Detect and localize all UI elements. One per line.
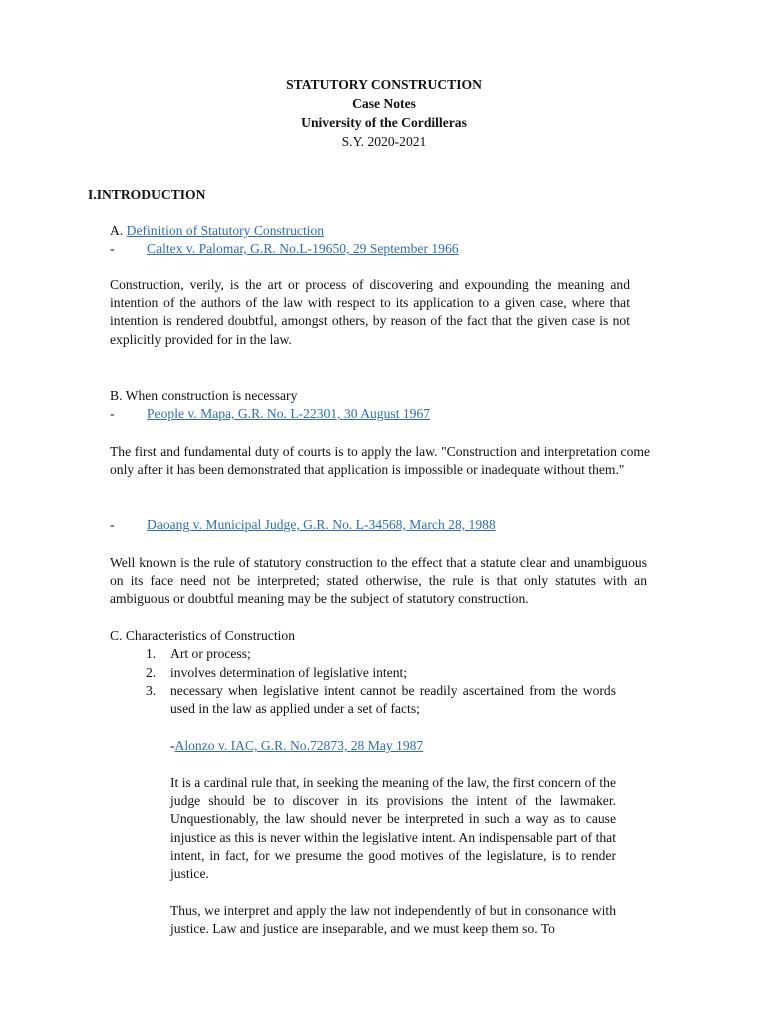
dash-bullet: - [110,241,115,256]
case-prefix: - [170,738,175,753]
case-link-daoang[interactable]: Daoang v. Municipal Judge, G.R. No. L-34568, March 28, 1988 [147,517,496,532]
paragraph-law-and-justice: Thus, we interpret and apply the law not independently of but in consonance with justice. Law and justice are inseparable, and we must keep them so. To [170,903,616,937]
list-item-number: 2. [146,665,157,680]
paragraph-construction-definition: Construction, verily, is the art or process of discovering and expounding the meaning and intention of the authors of the law with respect to its application to a given case, where that intention is rendered doubtful, amongst others, by reason of the fact that the given case is not explicitly provided for in the law. [110,277,630,347]
list-item [146,645,616,663]
case-line-caltex [110,240,630,258]
document-title: STATUTORY CONSTRUCTION [286,77,482,92]
case-line-alonzo [170,737,423,755]
dash-bullet: - [110,406,115,421]
definition-link[interactable]: Definition of Statutory Construction [126,223,325,238]
document-header [0,75,768,151]
list-item [146,664,616,682]
list-item-text: involves determination of legislative intent; [170,665,408,680]
list-item-text: necessary when legislative intent cannot be readily ascertained from the words used in the law as applied under a set of facts; [170,683,616,717]
subsection-c-heading: C. Characteristics of Construction [110,628,295,643]
case-link-mapa[interactable]: People v. Mapa, G.R. No. L-22301, 30 August 1967 [147,406,431,421]
section-heading-introduction: I.INTRODUCTION [88,187,206,202]
subsection-b-heading: B. When construction is necessary [110,388,298,403]
case-link-caltex[interactable]: Caltex v. Palomar, G.R. No.L-19650, 29 September 1966 [147,241,459,256]
case-line-mapa [110,405,630,423]
subsection-a-label: A. [110,223,127,238]
school-year: S.Y. 2020-2021 [341,134,427,149]
school-name: University of the Cordilleras [301,115,467,130]
list-item-text: Art or process; [170,646,251,661]
list-item-number: 1. [146,646,157,661]
paragraph-duty-of-courts: The first and fundamental duty of courts is to apply the law. "Construction and interpretation come only after it has been demonstrated that application is impossible or inadequate without them." [110,444,650,478]
case-link-alonzo[interactable]: Alonzo v. IAC, G.R. No.72873, 28 May 1987 [174,738,424,753]
subsection-a-heading [110,222,324,240]
document-subtitle: Case Notes [352,96,416,111]
paragraph-rule-of-construction: Well known is the rule of statutory construction to the effect that a statute clear and unambiguous on its face need not be interpreted; stated otherwise, the rule is that only statutes with an ambiguous or doubtful meaning may be the subject of statutory construction. [110,555,647,607]
list-item [146,682,616,718]
dash-bullet: - [110,517,115,532]
list-item-number: 3. [146,683,157,698]
case-line-daoang [110,516,630,534]
paragraph-cardinal-rule: It is a cardinal rule that, in seeking the meaning of the law, the first concern of the judge should be to discover in its provisions the intent of the lawmaker. Unquestionably, the law should never be interpreted in such a way as to cause injustice as this is never within the legislative intent. An indispensable part of that intent, in fact, for we presume the good motives of the legislature, is to render justice. [170,775,616,882]
